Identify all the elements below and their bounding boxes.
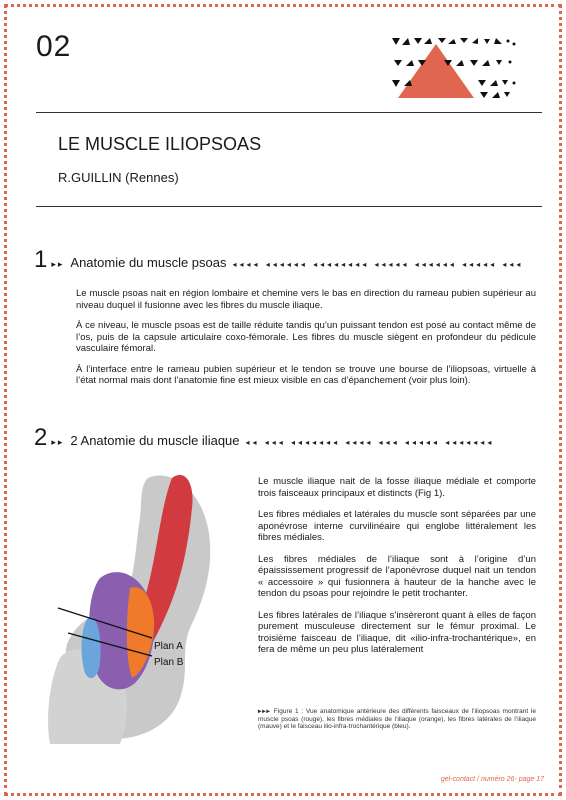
paragraph: À l’interface entre le rameau pubien supérieur et le tendon se trouve une bourse de l’iliopsoas, virtuelle à l’état normal mais dont l’anatomie fine est mieux visible en cas d’épanchement (voir plus loin). <box>76 363 536 386</box>
paragraph: À ce niveau, le muscle psoas est de taille réduite tandis qu’un puissant tendon est posé au contact même de l’os, puis de la capsule articulaire coxo-fémorale. Les fibres du muscle siègent en profondeur du pédicule vasculaire fémoral. <box>76 320 536 354</box>
paragraph: Le muscle psoas nait en région lombaire et chemine vers le bas en direction du rameau pubien supérieur au niveau duquel il fusionne avec les fibres du muscle iliaque. <box>76 288 536 311</box>
top-rule <box>36 112 542 113</box>
section-2-heading <box>34 424 494 452</box>
section-1-body <box>76 288 536 396</box>
caption-arrows: ▸▸▸ <box>258 708 271 715</box>
section-1-arrows: ▸▸ <box>51 259 65 269</box>
ilio-infra-trochanteric-muscle <box>82 617 101 678</box>
iliopsoas-anatomy-figure <box>40 468 250 744</box>
paragraph: Les fibres latérales de l’iliaque s’insèreront quant à elles de façon purement musculeuse directement sur le fémur proximal. Le troisième faisceau de l’iliaque, dit «ilio-infra-trochantérique», en fera de même un peu plus latéralement <box>258 609 536 655</box>
section-2-arrows: ▸▸ <box>51 437 65 447</box>
article-author: R.GUILLIN (Rennes) <box>58 170 179 185</box>
paragraph: Les fibres médiales et latérales du muscle sont séparées par une aponévrose interne curvilinéaire qui englobe littéralement les fibres médiales. <box>258 509 536 543</box>
plan-b-label: Plan B <box>154 657 184 668</box>
chapter-number: 02 <box>36 30 72 63</box>
bottom-rule <box>36 206 542 207</box>
plan-a-label: Plan A <box>154 641 183 652</box>
section-2-tail: ◂◂ ◂◂◂ ◂◂◂◂◂◂◂ ◂◂◂◂ ◂◂◂ ◂◂◂◂◂ ◂◂◂◂◂◂◂ <box>245 438 495 447</box>
section-1-title: Anatomie du muscle psoas <box>70 255 227 270</box>
section-2-number: 2 <box>34 424 48 451</box>
paragraph: Les fibres médiales de l’iliaque sont à l’origine d’un épaississement progressif de l’aponévrose duquel nait un tendon « accessoire » qui fusionnera à hauteur de la hanche avec le tendon du psoas pour rejoindre le petit trochanter. <box>258 553 536 599</box>
triangle-logo <box>392 36 522 100</box>
section-1-heading <box>34 246 523 274</box>
section-2-title: 2 Anatomie du muscle iliaque <box>70 433 240 448</box>
article-title: LE MUSCLE ILIOPSOAS <box>58 134 262 154</box>
figure-caption <box>258 708 536 731</box>
section-1-number: 1 <box>34 246 48 273</box>
section-2-body <box>258 476 536 666</box>
caption-text: Figure 1 : Vue anatomique antérieure des différents faisceaux de l’iliopsoas montrant le muscle psoas (rouge), les fibres médiales de l’iliaque (orange), les fibres latérales de l’iliaque (mauve) et le faisceau ilio-infra-trochantérique (bleu). <box>258 708 536 731</box>
paragraph: Le muscle iliaque nait de la fosse iliaque médiale et comporte trois faisceaux principaux et distincts (Fig 1). <box>258 476 536 499</box>
section-1-tail: ◂◂◂◂ ◂◂◂◂◂◂ ◂◂◂◂◂◂◂◂ ◂◂◂◂◂ ◂◂◂◂◂◂ ◂◂◂◂◂ ◂◂◂ <box>232 260 524 269</box>
page-footer: gel-contact / numéro 26- page 17 <box>440 776 544 783</box>
